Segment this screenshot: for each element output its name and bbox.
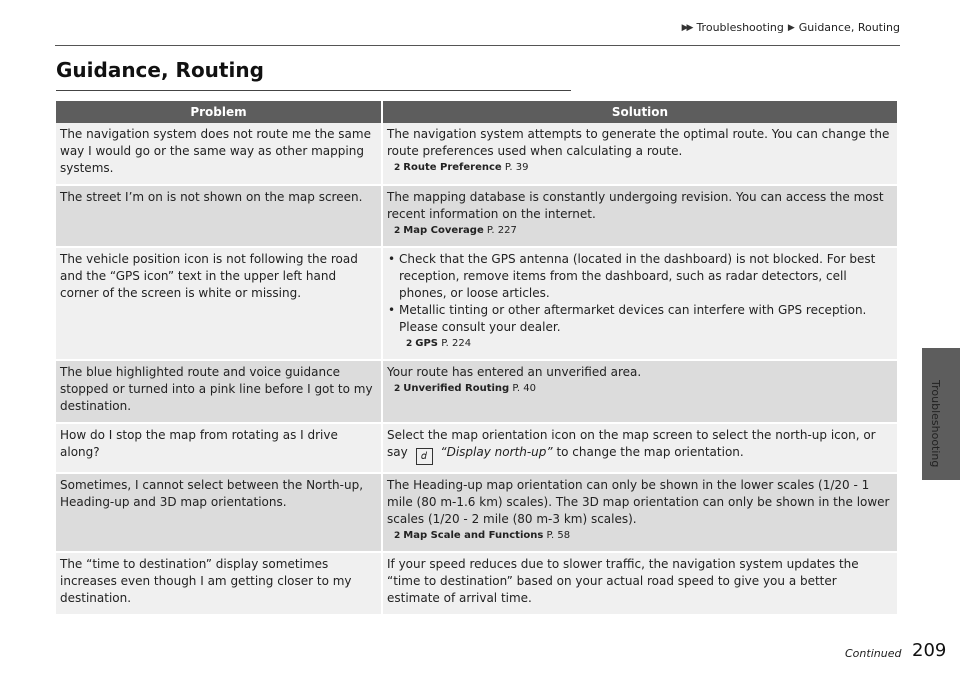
solution-cell	[383, 186, 897, 248]
reference-title[interactable]: Map Scale and Functions	[403, 530, 544, 541]
reference-page: P. 224	[441, 338, 472, 349]
table-row	[56, 424, 897, 474]
bullet-item	[399, 302, 892, 352]
cross-reference[interactable]	[406, 336, 892, 352]
table-row	[56, 186, 897, 248]
table-row	[56, 361, 897, 424]
reference-title[interactable]: Unverified Routing	[403, 383, 510, 394]
double-arrow-icon: ▶▶	[681, 22, 692, 33]
reference-page: P. 227	[486, 225, 517, 236]
problem-cell: The street I’m on is not shown on the map screen.	[56, 186, 383, 248]
problem-cell: Sometimes, I cannot select between the North-up, Heading-up and 3D map orientations.	[56, 474, 383, 553]
header-divider	[55, 45, 900, 46]
table-row	[56, 123, 897, 186]
reference-arrow-icon: 2	[394, 163, 401, 173]
solution-bullets	[387, 251, 892, 352]
bullet-item: • Check that the GPS antenna (located in the dashboard) is not blocked. For best reception, remove items from the dashboard, such as radar detectors, cell phones, or loose articles.	[399, 251, 892, 302]
solution-cell	[383, 474, 897, 553]
solution-cell	[383, 424, 897, 474]
table-header-row	[56, 101, 897, 123]
problem-cell: The blue highlighted route and voice guidance stopped or turned into a pink line before I got to my destination.	[56, 361, 383, 424]
page-title: Guidance, Routing	[56, 58, 264, 82]
troubleshooting-table	[56, 101, 897, 616]
bullet-text: Metallic tinting or other aftermarket devices can interfere with GPS reception. Please consult your dealer.	[399, 303, 867, 334]
problem-cell: The “time to destination” display sometimes increases even though I am getting closer to my destination.	[56, 553, 383, 616]
reference-title[interactable]: Map Coverage	[403, 225, 484, 236]
arrow-icon: ▶	[787, 22, 795, 33]
solution-text: to change the map orientation.	[556, 445, 744, 459]
cross-reference[interactable]	[394, 528, 892, 544]
reference-arrow-icon: 2	[394, 384, 401, 394]
cross-reference[interactable]	[394, 223, 892, 239]
section-tab-label: Troubleshooting	[929, 380, 942, 468]
solution-cell: If your speed reduces due to slower traffic, the navigation system updates the “time to destination” based on your actual road speed to give you a better estimate of arrival time.	[383, 553, 897, 616]
reference-arrow-icon: 2	[394, 531, 401, 541]
solution-cell	[383, 248, 897, 361]
voice-command-icon: 𝑑	[416, 448, 433, 465]
solution-header: Solution	[383, 101, 897, 123]
solution-text: Your route has entered an unverified area.	[387, 365, 642, 379]
problem-cell: The navigation system does not route me the same way I would go or the same way as other mapping systems.	[56, 123, 383, 186]
breadcrumb-section[interactable]: Troubleshooting	[696, 21, 784, 34]
continued-label: Continued	[845, 647, 902, 660]
title-underline	[56, 90, 571, 91]
breadcrumb-topic[interactable]: Guidance, Routing	[798, 21, 900, 34]
reference-title[interactable]: Route Preference	[403, 162, 502, 173]
reference-arrow-icon: 2	[394, 226, 401, 236]
solution-text: The mapping database is constantly undergoing revision. You can access the most recent information on the internet.	[387, 190, 884, 221]
solution-text: The navigation system attempts to generate the optimal route. You can change the route preferences used when calculating a route.	[387, 127, 890, 158]
table-row	[56, 474, 897, 553]
reference-page: P. 39	[504, 162, 529, 173]
problem-cell: The vehicle position icon is not following the road and the “GPS icon” text in the upper left hand corner of the screen is white or missing.	[56, 248, 383, 361]
reference-page: P. 40	[512, 383, 536, 394]
problem-cell: How do I stop the map from rotating as I drive along?	[56, 424, 383, 474]
problem-header: Problem	[56, 101, 383, 123]
solution-text: The Heading-up map orientation can only be shown in the lower scales (1/20 - 1 mile (80 m-1.6 km) scales). The 3D map orientation can only be shown in the lower scales (1/20 - 2 mile (80 m-3 km) scales).	[387, 478, 890, 526]
voice-command-text: “Display north-up”	[440, 445, 553, 459]
table-row	[56, 248, 897, 361]
solution-cell	[383, 361, 897, 424]
table-row	[56, 553, 897, 616]
breadcrumb	[682, 21, 900, 34]
reference-page: P. 58	[546, 530, 571, 541]
solution-text: Select the map orientation icon on the map screen to select the north-up icon, or say	[387, 428, 876, 459]
cross-reference[interactable]	[394, 381, 892, 397]
cross-reference[interactable]	[394, 160, 892, 176]
page-number: 209	[912, 640, 947, 661]
reference-title[interactable]: GPS	[415, 338, 439, 349]
solution-cell	[383, 123, 897, 186]
reference-arrow-icon: 2	[406, 339, 413, 349]
